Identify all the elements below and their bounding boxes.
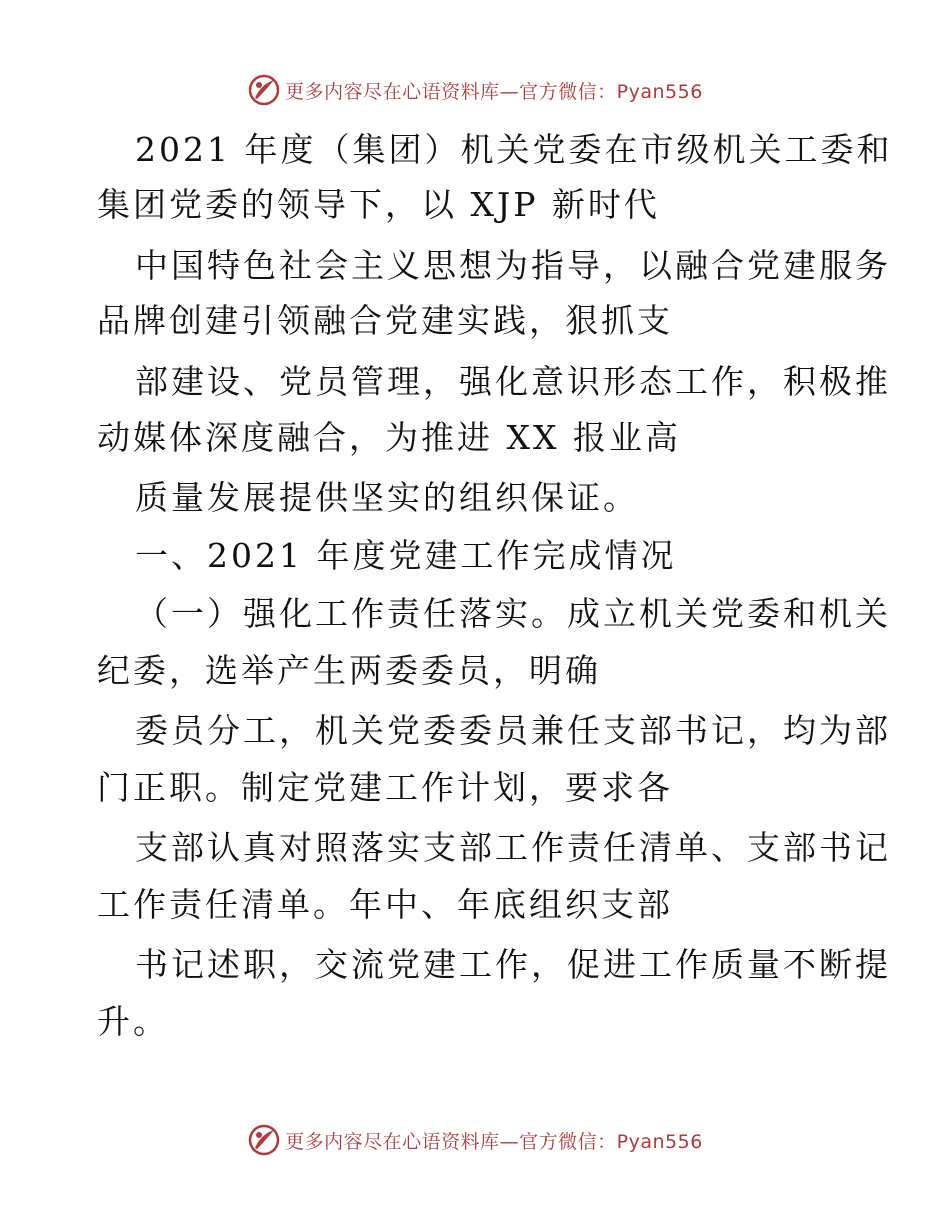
paragraph-line: 集团党委的领导下，以 XJP 新时代 (97, 185, 660, 224)
paragraph-line: 工作责任清单。年中、年底组织支部 (97, 885, 673, 924)
paragraph-line: 支部认真对照落实支部工作责任清单、支部书记 (135, 828, 891, 867)
paragraph-line: 2021 年度（集团）机关党委在市级机关工委和 (135, 130, 893, 169)
quill-logo-icon (247, 1123, 281, 1157)
paragraph-line: 中国特色社会主义思想为指导，以融合党建服务 (135, 246, 891, 285)
watermark-text: 更多内容尽在心语资料库—官方微信：Pyan556 (285, 1130, 703, 1153)
paragraph-line: 动媒体深度融合，为推进 XX 报业高 (97, 418, 681, 457)
paragraph-line: 委员分工，机关党委委员兼任支部书记，均为部 (135, 711, 891, 750)
paragraph-line: 部建设、党员管理，强化意识形态工作，积极推 (135, 362, 891, 401)
watermark-banner-bottom (0, 1122, 950, 1158)
paragraph-line: 品牌创建引领融合党建实践，狠抓支 (97, 301, 673, 340)
paragraph-line: 门正职。制定党建工作计划，要求各 (97, 768, 673, 807)
paragraph-line: 质量发展提供坚实的组织保证。 (135, 478, 639, 517)
paragraph-line: 升。 (97, 1002, 169, 1041)
subsection-heading-line: （一）强化工作责任落实。成立机关党委和机关 (135, 594, 891, 633)
paragraph-line: 纪委，选举产生两委委员，明确 (97, 651, 601, 690)
watermark-banner-top (0, 72, 950, 108)
quill-logo-icon (247, 73, 281, 107)
watermark-text: 更多内容尽在心语资料库—官方微信：Pyan556 (285, 80, 703, 103)
section-heading: 一、2021 年度党建工作完成情况 (135, 536, 677, 575)
paragraph-line: 书记述职，交流党建工作，促进工作质量不断提 (135, 945, 891, 984)
